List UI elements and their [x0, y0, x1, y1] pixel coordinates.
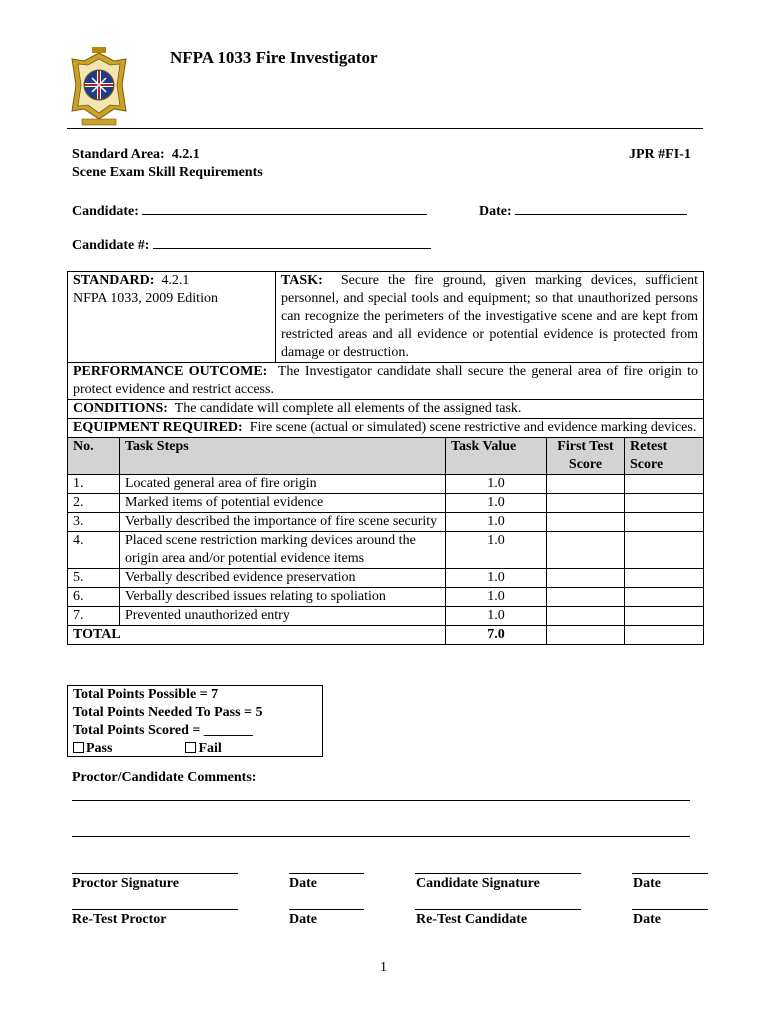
- table-row: [68, 513, 704, 532]
- conditions-row: [68, 400, 704, 419]
- points-possible: Total Points Possible = 7: [73, 687, 219, 702]
- date-field[interactable]: [515, 202, 687, 215]
- equipment-text: Fire scene (actual or simulated) scene restrictive and evidence marking devices.: [249, 420, 697, 435]
- retest-total-cell[interactable]: [625, 626, 704, 645]
- comments-label: Proctor/Candidate Comments:: [72, 770, 257, 785]
- points-summary-box: [67, 685, 323, 757]
- retest-proctor-signature-line[interactable]: [72, 909, 238, 910]
- table-row: [68, 532, 704, 569]
- column-header-row: [68, 438, 704, 475]
- first-test-score-cell[interactable]: [547, 532, 625, 569]
- table-row: [68, 607, 704, 626]
- standard-edition: NFPA 1033, 2009 Edition: [73, 291, 218, 306]
- step-text: Verbally described evidence preservation: [120, 569, 446, 588]
- pass-label: Pass: [86, 741, 113, 756]
- conditions-text: The candidate will complete all elements of the assigned task.: [174, 401, 522, 416]
- comment-line[interactable]: [72, 800, 690, 801]
- skill-subtitle: Scene Exam Skill Requirements: [72, 165, 263, 180]
- retest-score-cell[interactable]: [625, 607, 704, 626]
- first-test-score-cell[interactable]: [547, 475, 625, 494]
- step-number: 7.: [68, 607, 120, 626]
- document-title: NFPA 1033 Fire Investigator: [170, 48, 378, 67]
- outcome-text: The Investigator candidate shall secure the general area of fire origin to protect evidence and restrict access.: [73, 364, 698, 397]
- first-test-score-cell[interactable]: [547, 588, 625, 607]
- task-label: TASK:: [281, 273, 323, 288]
- total-value: 7.0: [446, 626, 547, 645]
- retest-score-cell[interactable]: [625, 569, 704, 588]
- step-value: 1.0: [446, 513, 547, 532]
- candidate-date-label: Date: [633, 876, 661, 891]
- outcome-cell: [68, 363, 704, 400]
- comment-line[interactable]: [72, 836, 690, 837]
- candidate-signature-label: Candidate Signature: [416, 876, 540, 891]
- first-test-total-cell[interactable]: [547, 626, 625, 645]
- step-text: Verbally described issues relating to spoliation: [120, 588, 446, 607]
- header-divider: [67, 128, 703, 129]
- step-text: Verbally described the importance of fire scene security: [120, 513, 446, 532]
- step-number: 5.: [68, 569, 120, 588]
- outcome-label: PERFORMANCE OUTCOME:: [73, 364, 268, 379]
- step-number: 1.: [68, 475, 120, 494]
- retest-proctor-date-label: Date: [289, 912, 317, 927]
- standard-value: 4.2.1: [161, 273, 190, 288]
- candidate-label: Candidate:: [72, 204, 139, 219]
- date-label: Date:: [479, 204, 512, 219]
- retest-score-cell[interactable]: [625, 588, 704, 607]
- step-number: 4.: [68, 532, 120, 569]
- candidate-number-label: Candidate #:: [72, 238, 150, 253]
- proctor-signature-label: Proctor Signature: [72, 876, 179, 891]
- fire-certification-logo: [70, 45, 128, 131]
- retest-score-cell[interactable]: [625, 532, 704, 569]
- table-row: [68, 569, 704, 588]
- fail-label: Fail: [198, 741, 222, 756]
- candidate-date-line[interactable]: [632, 873, 708, 874]
- retest-candidate-label: Re-Test Candidate: [416, 912, 528, 927]
- proctor-date-label: Date: [289, 876, 317, 891]
- candidate-line: [72, 202, 427, 220]
- retest-candidate-date-label: Date: [633, 912, 661, 927]
- conditions-cell: [68, 400, 704, 419]
- date-line: [479, 202, 687, 220]
- step-text: Placed scene restriction marking devices around the origin area and/or potential evidence items: [120, 532, 446, 569]
- col-header-no: No.: [68, 438, 120, 475]
- total-label: TOTAL: [68, 626, 446, 645]
- table-row: [68, 494, 704, 513]
- conditions-label: CONDITIONS:: [73, 401, 168, 416]
- step-number: 3.: [68, 513, 120, 532]
- equipment-label: EQUIPMENT REQUIRED:: [73, 420, 243, 435]
- equipment-cell: [68, 419, 704, 438]
- step-number: 6.: [68, 588, 120, 607]
- retest-candidate-date-line[interactable]: [632, 909, 708, 910]
- pass-fail-row: [73, 740, 317, 758]
- first-test-score-cell[interactable]: [547, 569, 625, 588]
- candidate-number-line: [72, 236, 431, 254]
- candidate-number-field[interactable]: [153, 236, 431, 249]
- points-scored: Total Points Scored = _______: [73, 723, 253, 738]
- step-value: 1.0: [446, 494, 547, 513]
- fail-checkbox[interactable]: [185, 742, 196, 753]
- retest-proctor-label: Re-Test Proctor: [72, 912, 167, 927]
- proctor-signature-line[interactable]: [72, 873, 238, 874]
- page-number: 1: [380, 960, 387, 975]
- step-value: 1.0: [446, 569, 547, 588]
- standard-area-value: 4.2.1: [171, 147, 200, 162]
- candidate-field[interactable]: [142, 202, 427, 215]
- step-text: Located general area of fire origin: [120, 475, 446, 494]
- outcome-row: [68, 363, 704, 400]
- standard-area: [72, 147, 200, 163]
- points-needed: Total Points Needed To Pass = 5: [73, 705, 263, 720]
- step-value: 1.0: [446, 607, 547, 626]
- jpr-table: [67, 271, 704, 645]
- total-row: [68, 626, 704, 645]
- task-cell: [276, 272, 704, 363]
- task-text: Secure the fire ground, given marking devices, sufficient personnel, and special tools and equipment; so that unauthorized persons can recognize the perimeters of the investigative scene and are kept from restricted areas and all evidence or potential evidence is protected from damage or destruction.: [281, 273, 699, 360]
- step-text: Marked items of potential evidence: [120, 494, 446, 513]
- step-value: 1.0: [446, 588, 547, 607]
- step-value: 1.0: [446, 475, 547, 494]
- pass-checkbox[interactable]: [73, 742, 84, 753]
- step-value: 1.0: [446, 532, 547, 569]
- retest-score-cell[interactable]: [625, 494, 704, 513]
- col-header-value: Task Value: [446, 438, 547, 475]
- first-test-score-cell[interactable]: [547, 607, 625, 626]
- table-row: [68, 588, 704, 607]
- candidate-signature-line[interactable]: [415, 873, 581, 874]
- step-number: 2.: [68, 494, 120, 513]
- col-header-first-test: First Test Score: [547, 438, 625, 475]
- proctor-date-line[interactable]: [289, 873, 364, 874]
- col-header-steps: Task Steps: [120, 438, 446, 475]
- equipment-row: [68, 419, 704, 438]
- step-text: Prevented unauthorized entry: [120, 607, 446, 626]
- first-test-score-cell[interactable]: [547, 494, 625, 513]
- col-header-retest: Retest Score: [625, 438, 704, 475]
- first-test-score-cell[interactable]: [547, 513, 625, 532]
- standard-task-row: [68, 272, 704, 363]
- standard-label: STANDARD:: [73, 273, 155, 288]
- jpr-number: JPR #FI-1: [629, 147, 691, 162]
- retest-candidate-signature-line[interactable]: [415, 909, 581, 910]
- retest-score-cell[interactable]: [625, 513, 704, 532]
- retest-score-cell[interactable]: [625, 475, 704, 494]
- standard-area-label: Standard Area:: [72, 147, 165, 162]
- standard-cell: [68, 272, 276, 363]
- retest-proctor-date-line[interactable]: [289, 909, 364, 910]
- table-row: [68, 475, 704, 494]
